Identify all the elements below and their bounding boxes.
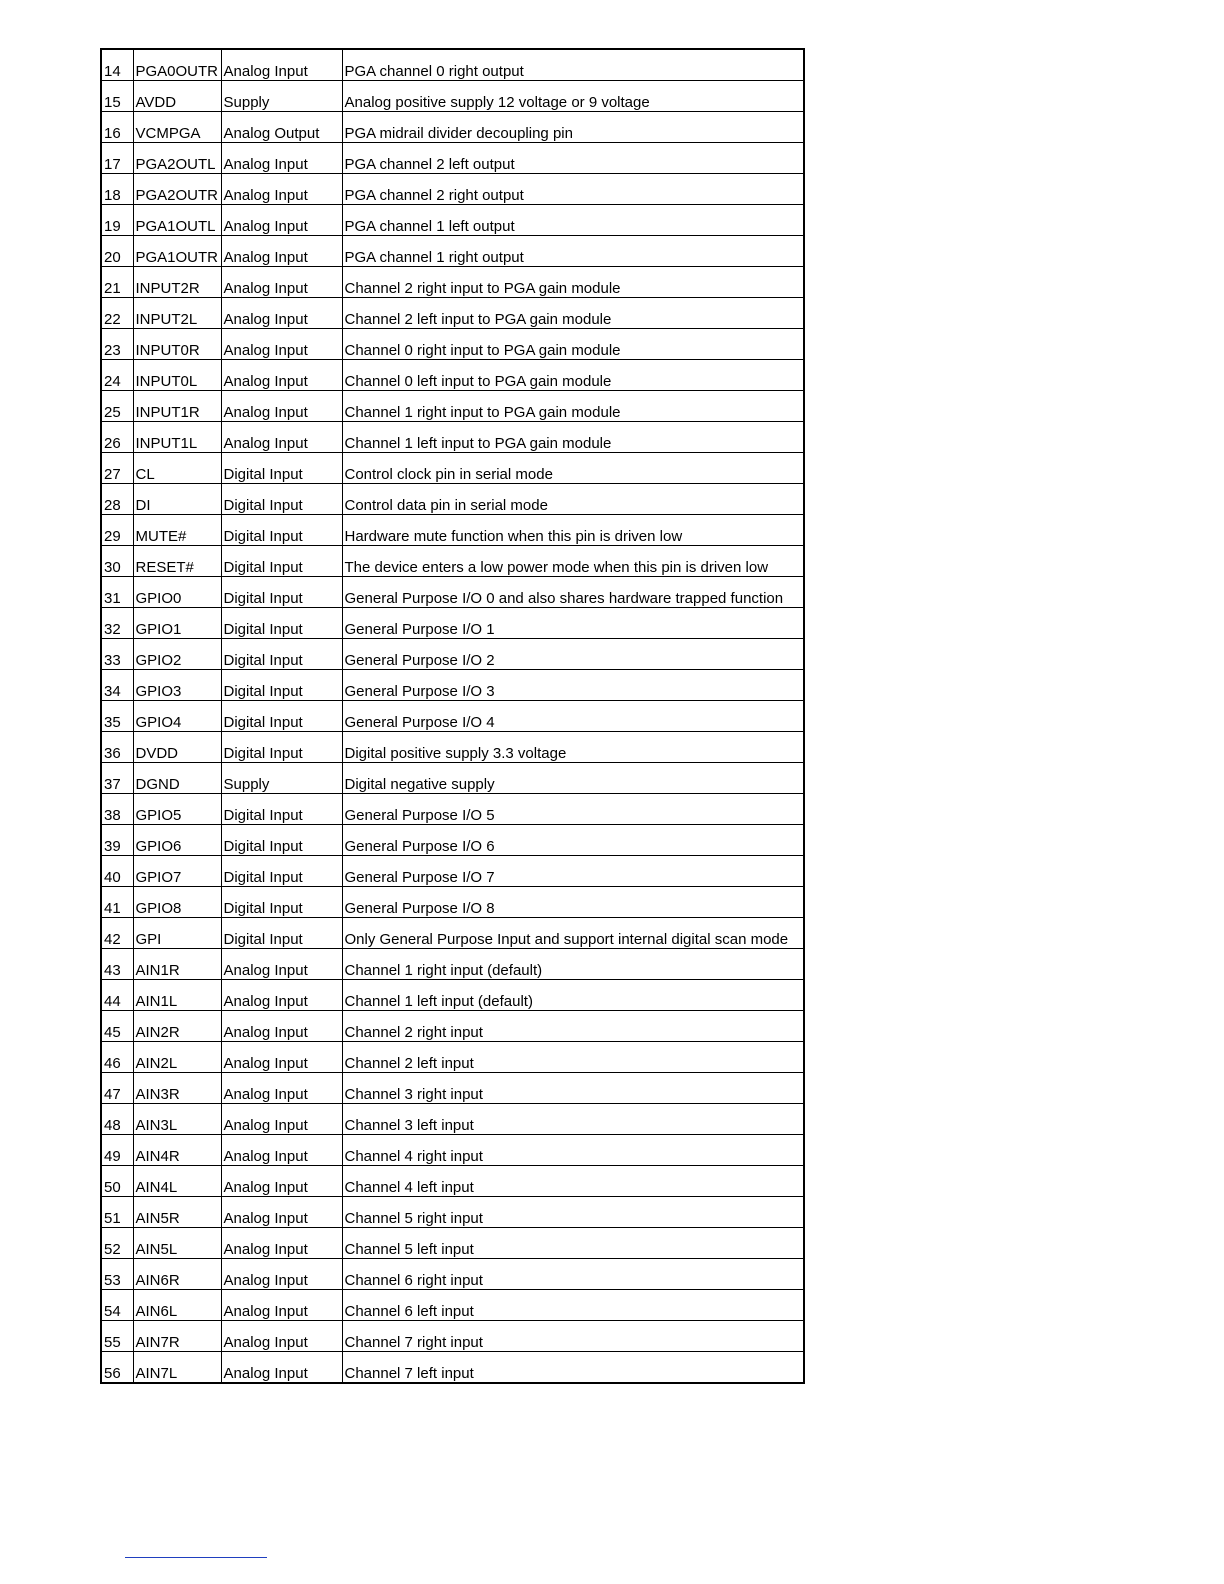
pin-type-cell: Digital Input	[221, 670, 342, 701]
pin-description-cell: Control data pin in serial mode	[342, 484, 804, 515]
pin-number-cell: 55	[101, 1321, 133, 1352]
table-row	[101, 360, 804, 391]
pin-number-cell: 50	[101, 1166, 133, 1197]
pin-name-cell: PGA1OUTL	[133, 205, 221, 236]
pin-description-cell: Channel 3 right input	[342, 1073, 804, 1104]
pin-name-cell: GPIO8	[133, 887, 221, 918]
pin-number-cell: 35	[101, 701, 133, 732]
pin-type-cell: Analog Input	[221, 391, 342, 422]
pin-description-cell: Channel 0 right input to PGA gain module	[342, 329, 804, 360]
pin-description-cell: Channel 7 right input	[342, 1321, 804, 1352]
pin-name-cell: DI	[133, 484, 221, 515]
pin-description-cell: Channel 4 left input	[342, 1166, 804, 1197]
pin-number-cell: 18	[101, 174, 133, 205]
pin-name-cell: AIN7R	[133, 1321, 221, 1352]
pin-name-cell: INPUT0R	[133, 329, 221, 360]
pin-name-cell: PGA2OUTL	[133, 143, 221, 174]
pin-name-cell: GPIO2	[133, 639, 221, 670]
pin-name-cell: GPIO3	[133, 670, 221, 701]
table-row	[101, 577, 804, 608]
pin-name-cell: AIN3L	[133, 1104, 221, 1135]
pin-description-cell: PGA midrail divider decoupling pin	[342, 112, 804, 143]
pin-type-cell: Digital Input	[221, 639, 342, 670]
pin-number-cell: 49	[101, 1135, 133, 1166]
table-row	[101, 701, 804, 732]
pin-description-cell: Channel 1 left input to PGA gain module	[342, 422, 804, 453]
pin-number-cell: 32	[101, 608, 133, 639]
table-row	[101, 1011, 804, 1042]
table-row	[101, 546, 804, 577]
table-row	[101, 856, 804, 887]
pin-type-cell: Analog Input	[221, 1073, 342, 1104]
table-row	[101, 205, 804, 236]
pin-type-cell: Digital Input	[221, 577, 342, 608]
pin-name-cell: GPIO7	[133, 856, 221, 887]
pin-description-cell: General Purpose I/O 3	[342, 670, 804, 701]
pin-description-cell: Channel 4 right input	[342, 1135, 804, 1166]
pin-number-cell: 15	[101, 81, 133, 112]
pin-number-cell: 51	[101, 1197, 133, 1228]
table-row	[101, 1197, 804, 1228]
pin-number-cell: 43	[101, 949, 133, 980]
pin-type-cell: Analog Input	[221, 49, 342, 81]
pin-type-cell: Analog Input	[221, 329, 342, 360]
table-row	[101, 391, 804, 422]
pin-name-cell: VCMPGA	[133, 112, 221, 143]
pin-name-cell: PGA1OUTR	[133, 236, 221, 267]
pin-number-cell: 53	[101, 1259, 133, 1290]
pin-type-cell: Analog Input	[221, 360, 342, 391]
pin-name-cell: GPIO5	[133, 794, 221, 825]
pin-number-cell: 19	[101, 205, 133, 236]
pin-number-cell: 36	[101, 732, 133, 763]
pin-type-cell: Digital Input	[221, 546, 342, 577]
pin-name-cell: AIN5R	[133, 1197, 221, 1228]
table-row	[101, 515, 804, 546]
table-row	[101, 825, 804, 856]
pin-description-cell: Channel 5 right input	[342, 1197, 804, 1228]
pin-name-cell: GPIO4	[133, 701, 221, 732]
pin-name-cell: RESET#	[133, 546, 221, 577]
pin-description-cell: Channel 6 left input	[342, 1290, 804, 1321]
pin-type-cell: Analog Input	[221, 1104, 342, 1135]
pin-number-cell: 16	[101, 112, 133, 143]
table-row	[101, 112, 804, 143]
pin-number-cell: 46	[101, 1042, 133, 1073]
pin-description-cell: General Purpose I/O 5	[342, 794, 804, 825]
pin-number-cell: 29	[101, 515, 133, 546]
pin-description-cell: PGA channel 1 left output	[342, 205, 804, 236]
pin-number-cell: 39	[101, 825, 133, 856]
pin-type-cell: Analog Input	[221, 1042, 342, 1073]
pin-description-cell: Channel 1 left input (default)	[342, 980, 804, 1011]
pin-type-cell: Analog Input	[221, 298, 342, 329]
pin-name-cell: AIN4R	[133, 1135, 221, 1166]
pin-number-cell: 47	[101, 1073, 133, 1104]
table-row	[101, 298, 804, 329]
table-row	[101, 949, 804, 980]
pin-description-cell: General Purpose I/O 8	[342, 887, 804, 918]
pin-type-cell: Analog Output	[221, 112, 342, 143]
pin-description-cell: Digital positive supply 3.3 voltage	[342, 732, 804, 763]
table-row	[101, 980, 804, 1011]
pin-type-cell: Analog Input	[221, 422, 342, 453]
pin-number-cell: 26	[101, 422, 133, 453]
pin-description-cell: Channel 1 right input (default)	[342, 949, 804, 980]
pin-name-cell: MUTE#	[133, 515, 221, 546]
pin-description-cell: General Purpose I/O 1	[342, 608, 804, 639]
pin-type-cell: Digital Input	[221, 856, 342, 887]
pin-name-cell: AVDD	[133, 81, 221, 112]
pin-type-cell: Supply	[221, 81, 342, 112]
pin-description-cell: Channel 5 left input	[342, 1228, 804, 1259]
pin-number-cell: 33	[101, 639, 133, 670]
pin-number-cell: 56	[101, 1352, 133, 1384]
pin-type-cell: Analog Input	[221, 1290, 342, 1321]
pin-name-cell: INPUT2R	[133, 267, 221, 298]
pin-type-cell: Analog Input	[221, 1011, 342, 1042]
pin-type-cell: Analog Input	[221, 143, 342, 174]
pin-description-cell: General Purpose I/O 7	[342, 856, 804, 887]
pin-type-cell: Digital Input	[221, 918, 342, 949]
pin-description-cell: Channel 7 left input	[342, 1352, 804, 1384]
pin-description-cell: Channel 2 left input to PGA gain module	[342, 298, 804, 329]
pin-number-cell: 28	[101, 484, 133, 515]
pin-type-cell: Digital Input	[221, 794, 342, 825]
table-row	[101, 1042, 804, 1073]
pin-number-cell: 44	[101, 980, 133, 1011]
pin-number-cell: 45	[101, 1011, 133, 1042]
pin-type-cell: Digital Input	[221, 608, 342, 639]
table-row	[101, 1228, 804, 1259]
pin-description-cell: Analog positive supply 12 voltage or 9 voltage	[342, 81, 804, 112]
pin-name-cell: DGND	[133, 763, 221, 794]
pin-number-cell: 23	[101, 329, 133, 360]
pin-description-cell: The device enters a low power mode when this pin is driven low	[342, 546, 804, 577]
pin-number-cell: 25	[101, 391, 133, 422]
pin-number-cell: 34	[101, 670, 133, 701]
pin-type-cell: Digital Input	[221, 515, 342, 546]
pin-type-cell: Analog Input	[221, 1135, 342, 1166]
table-row	[101, 1259, 804, 1290]
pin-name-cell: AIN6R	[133, 1259, 221, 1290]
pin-type-cell: Digital Input	[221, 825, 342, 856]
table-row	[101, 49, 804, 81]
table-row	[101, 887, 804, 918]
pin-name-cell: PGA0OUTR	[133, 49, 221, 81]
pin-name-cell: INPUT0L	[133, 360, 221, 391]
pin-number-cell: 54	[101, 1290, 133, 1321]
pin-number-cell: 14	[101, 49, 133, 81]
pin-description-cell: General Purpose I/O 4	[342, 701, 804, 732]
table-row	[101, 918, 804, 949]
pin-number-cell: 40	[101, 856, 133, 887]
pin-type-cell: Analog Input	[221, 174, 342, 205]
table-row	[101, 608, 804, 639]
table-row	[101, 174, 804, 205]
pin-description-cell: PGA channel 2 left output	[342, 143, 804, 174]
pin-name-cell: PGA2OUTR	[133, 174, 221, 205]
table-row	[101, 1073, 804, 1104]
pin-description-cell: Channel 2 right input	[342, 1011, 804, 1042]
pin-type-cell: Analog Input	[221, 236, 342, 267]
pin-type-cell: Analog Input	[221, 1259, 342, 1290]
pin-description-cell: PGA channel 2 right output	[342, 174, 804, 205]
pin-description-cell: Channel 6 right input	[342, 1259, 804, 1290]
pin-name-cell: AIN4L	[133, 1166, 221, 1197]
pin-type-cell: Analog Input	[221, 1352, 342, 1384]
pin-number-cell: 22	[101, 298, 133, 329]
pin-description-cell: Channel 2 right input to PGA gain module	[342, 267, 804, 298]
table-row	[101, 1321, 804, 1352]
pin-number-cell: 37	[101, 763, 133, 794]
pin-name-cell: GPIO1	[133, 608, 221, 639]
table-row	[101, 639, 804, 670]
pin-number-cell: 20	[101, 236, 133, 267]
pin-description-table	[100, 48, 805, 1384]
table-row	[101, 267, 804, 298]
pin-description-cell: General Purpose I/O 0 and also shares hardware trapped function	[342, 577, 804, 608]
pin-number-cell: 30	[101, 546, 133, 577]
pin-number-cell: 21	[101, 267, 133, 298]
pin-name-cell: AIN5L	[133, 1228, 221, 1259]
pin-name-cell: AIN2L	[133, 1042, 221, 1073]
pin-description-cell: Only General Purpose Input and support internal digital scan mode	[342, 918, 804, 949]
pin-name-cell: INPUT1L	[133, 422, 221, 453]
pin-name-cell: GPI	[133, 918, 221, 949]
pin-number-cell: 31	[101, 577, 133, 608]
pin-type-cell: Analog Input	[221, 949, 342, 980]
table-row	[101, 453, 804, 484]
pin-description-cell: Digital negative supply	[342, 763, 804, 794]
pin-type-cell: Analog Input	[221, 1228, 342, 1259]
pin-name-cell: AIN7L	[133, 1352, 221, 1384]
pin-description-cell: Hardware mute function when this pin is driven low	[342, 515, 804, 546]
pin-number-cell: 24	[101, 360, 133, 391]
pin-name-cell: GPIO0	[133, 577, 221, 608]
table-row	[101, 1104, 804, 1135]
pin-name-cell: INPUT2L	[133, 298, 221, 329]
pin-type-cell: Digital Input	[221, 887, 342, 918]
table-row	[101, 236, 804, 267]
table-row	[101, 670, 804, 701]
table-row	[101, 143, 804, 174]
pin-description-cell: Channel 3 left input	[342, 1104, 804, 1135]
table-row	[101, 1166, 804, 1197]
pin-description-cell: PGA channel 1 right output	[342, 236, 804, 267]
pin-name-cell: DVDD	[133, 732, 221, 763]
table-row	[101, 1352, 804, 1384]
pin-number-cell: 38	[101, 794, 133, 825]
pin-description-cell: General Purpose I/O 2	[342, 639, 804, 670]
table-row	[101, 484, 804, 515]
pin-description-cell: PGA channel 0 right output	[342, 49, 804, 81]
pin-name-cell: AIN1L	[133, 980, 221, 1011]
pin-type-cell: Digital Input	[221, 732, 342, 763]
table-row	[101, 1290, 804, 1321]
table-row	[101, 422, 804, 453]
pin-description-cell: Channel 0 left input to PGA gain module	[342, 360, 804, 391]
table-row	[101, 732, 804, 763]
pin-description-cell: Control clock pin in serial mode	[342, 453, 804, 484]
pin-number-cell: 27	[101, 453, 133, 484]
pin-name-cell: AIN3R	[133, 1073, 221, 1104]
pin-number-cell: 17	[101, 143, 133, 174]
pin-number-cell: 42	[101, 918, 133, 949]
pin-description-cell: Channel 2 left input	[342, 1042, 804, 1073]
pin-name-cell: AIN2R	[133, 1011, 221, 1042]
table-row	[101, 329, 804, 360]
footnote-separator	[125, 1557, 267, 1558]
pin-type-cell: Digital Input	[221, 484, 342, 515]
pin-number-cell: 52	[101, 1228, 133, 1259]
pin-number-cell: 41	[101, 887, 133, 918]
pin-table-body	[101, 49, 804, 1383]
pin-name-cell: AIN1R	[133, 949, 221, 980]
pin-type-cell: Analog Input	[221, 1166, 342, 1197]
pin-type-cell: Supply	[221, 763, 342, 794]
pin-type-cell: Analog Input	[221, 205, 342, 236]
table-row	[101, 1135, 804, 1166]
table-row	[101, 763, 804, 794]
pin-description-cell: Channel 1 right input to PGA gain module	[342, 391, 804, 422]
table-row	[101, 794, 804, 825]
pin-description-cell: General Purpose I/O 6	[342, 825, 804, 856]
pin-type-cell: Digital Input	[221, 453, 342, 484]
table-row	[101, 81, 804, 112]
pin-type-cell: Analog Input	[221, 267, 342, 298]
pin-type-cell: Analog Input	[221, 980, 342, 1011]
pin-name-cell: AIN6L	[133, 1290, 221, 1321]
pin-name-cell: GPIO6	[133, 825, 221, 856]
pin-name-cell: CL	[133, 453, 221, 484]
pin-type-cell: Analog Input	[221, 1321, 342, 1352]
pin-name-cell: INPUT1R	[133, 391, 221, 422]
pin-number-cell: 48	[101, 1104, 133, 1135]
pin-type-cell: Analog Input	[221, 1197, 342, 1228]
pin-type-cell: Digital Input	[221, 701, 342, 732]
